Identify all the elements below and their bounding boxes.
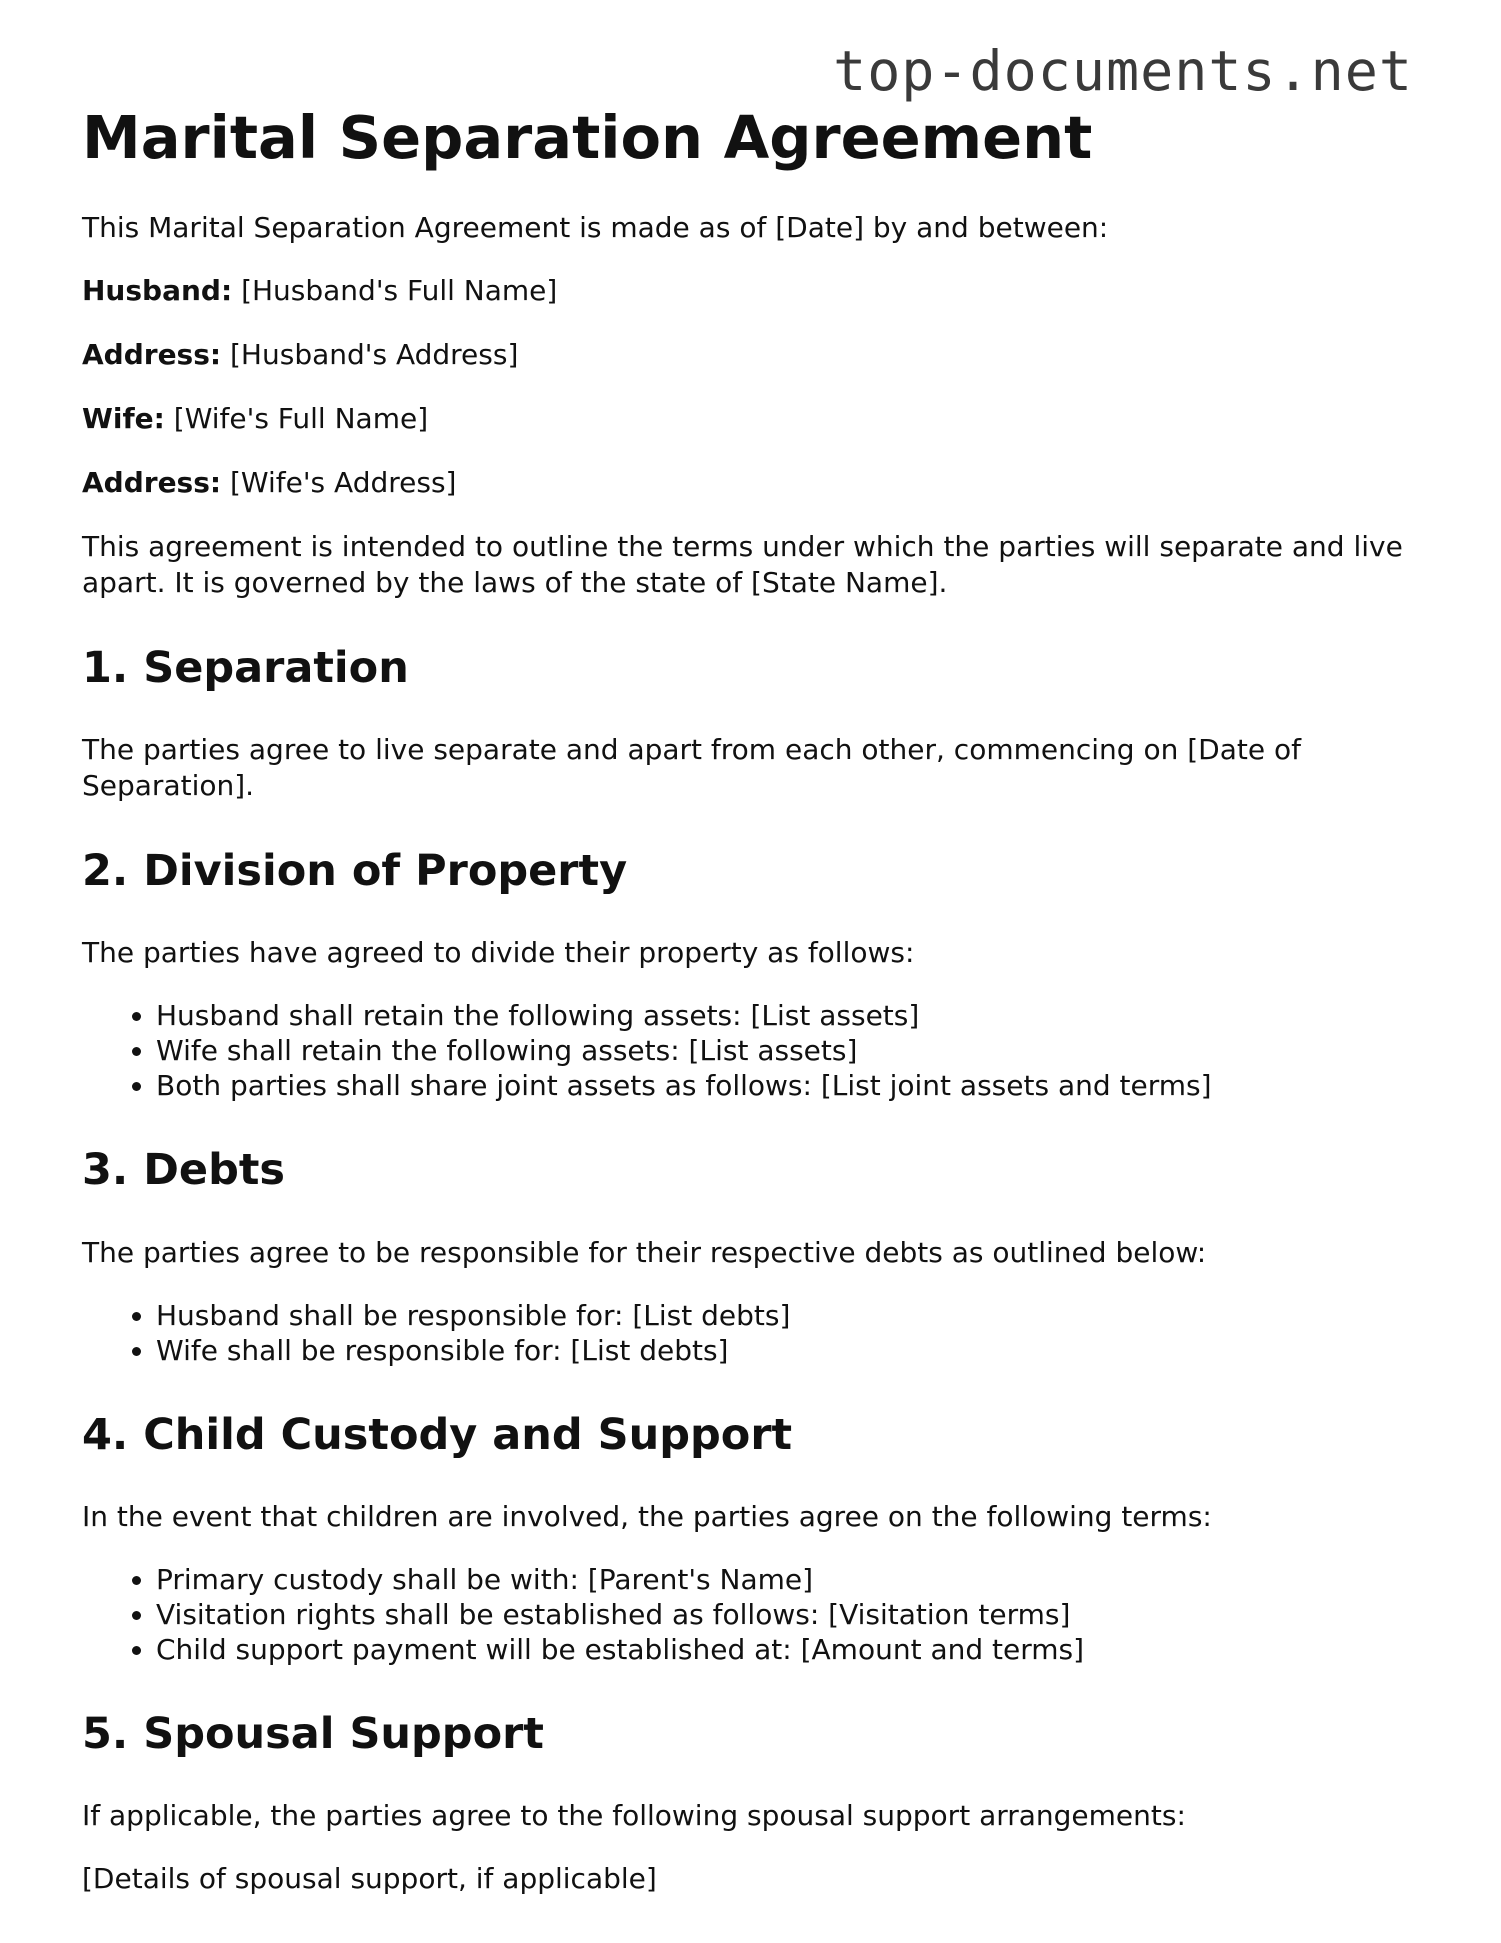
party-wife-address (82, 465, 1412, 501)
section-heading-spousal-support: 5. Spousal Support (82, 1709, 544, 1760)
section-text-property: The parties have agreed to divide their property as follows: (82, 936, 915, 970)
list-item: • Primary custody shall be with: [Parent's Name] (156, 1562, 1412, 1597)
list-item: • Visitation rights shall be established as follows: [Visitation terms] (156, 1597, 1412, 1632)
party-wife-name (82, 401, 1412, 437)
section-heading-property: 2. Division of Property (82, 846, 628, 897)
party-husband-name (82, 273, 1412, 309)
spousal-support-details: [Details of spousal support, if applicable] (82, 1862, 657, 1896)
section-heading-debts: 3. Debts (82, 1145, 286, 1196)
list-item: • Husband shall retain the following assets: [List assets] (156, 998, 1412, 1033)
list-item: • Child support payment will be established at: [Amount and terms] (156, 1632, 1412, 1667)
party-value: [Husband's Full Name] (241, 273, 558, 307)
party-value: [Husband's Address] (230, 337, 519, 371)
party-value: [Wife's Address] (230, 465, 457, 499)
section-heading-custody: 4. Child Custody and Support (82, 1409, 793, 1460)
party-label: Address: (82, 337, 222, 371)
section-text-debts: The parties agree to be responsible for their respective debts as outlined below: (82, 1235, 1207, 1269)
intro-paragraph: This Marital Separation Agreement is made as of [Date] by and between: (82, 210, 1109, 244)
party-label: Husband: (82, 273, 233, 307)
party-value: [Wife's Full Name] (173, 401, 429, 435)
document-title: Marital Separation Agreement (82, 103, 1093, 172)
debts-list (82, 1298, 1412, 1368)
custody-list (82, 1562, 1412, 1667)
list-item: • Wife shall retain the following assets: [List assets] (156, 1033, 1412, 1068)
party-husband-address (82, 337, 1412, 373)
section-text-custody: In the event that children are involved, the parties agree on the following terms: (82, 1500, 1212, 1534)
list-item: • Wife shall be responsible for: [List debts] (156, 1333, 1412, 1368)
section-heading-separation: 1. Separation (82, 642, 409, 693)
purpose-paragraph: This agreement is intended to outline the terms under which the parties will separate and live apart. It is governed by the laws of the state of [State Name]. (82, 529, 1403, 599)
list-item: • Husband shall be responsible for: [List debts] (156, 1298, 1412, 1333)
party-label: Wife: (82, 401, 165, 435)
section-text-separation: The parties agree to live separate and apart from each other, commencing on [Date of Separation]. (82, 733, 1301, 803)
property-list (82, 998, 1412, 1103)
section-text-spousal-support: If applicable, the parties agree to the following spousal support arrangements: (82, 1799, 1186, 1833)
party-label: Address: (82, 465, 222, 499)
document-body (82, 104, 1412, 1924)
watermark: top-documents.net (833, 39, 1413, 103)
list-item: • Both parties shall share joint assets as follows: [List joint assets and terms] (156, 1068, 1412, 1103)
